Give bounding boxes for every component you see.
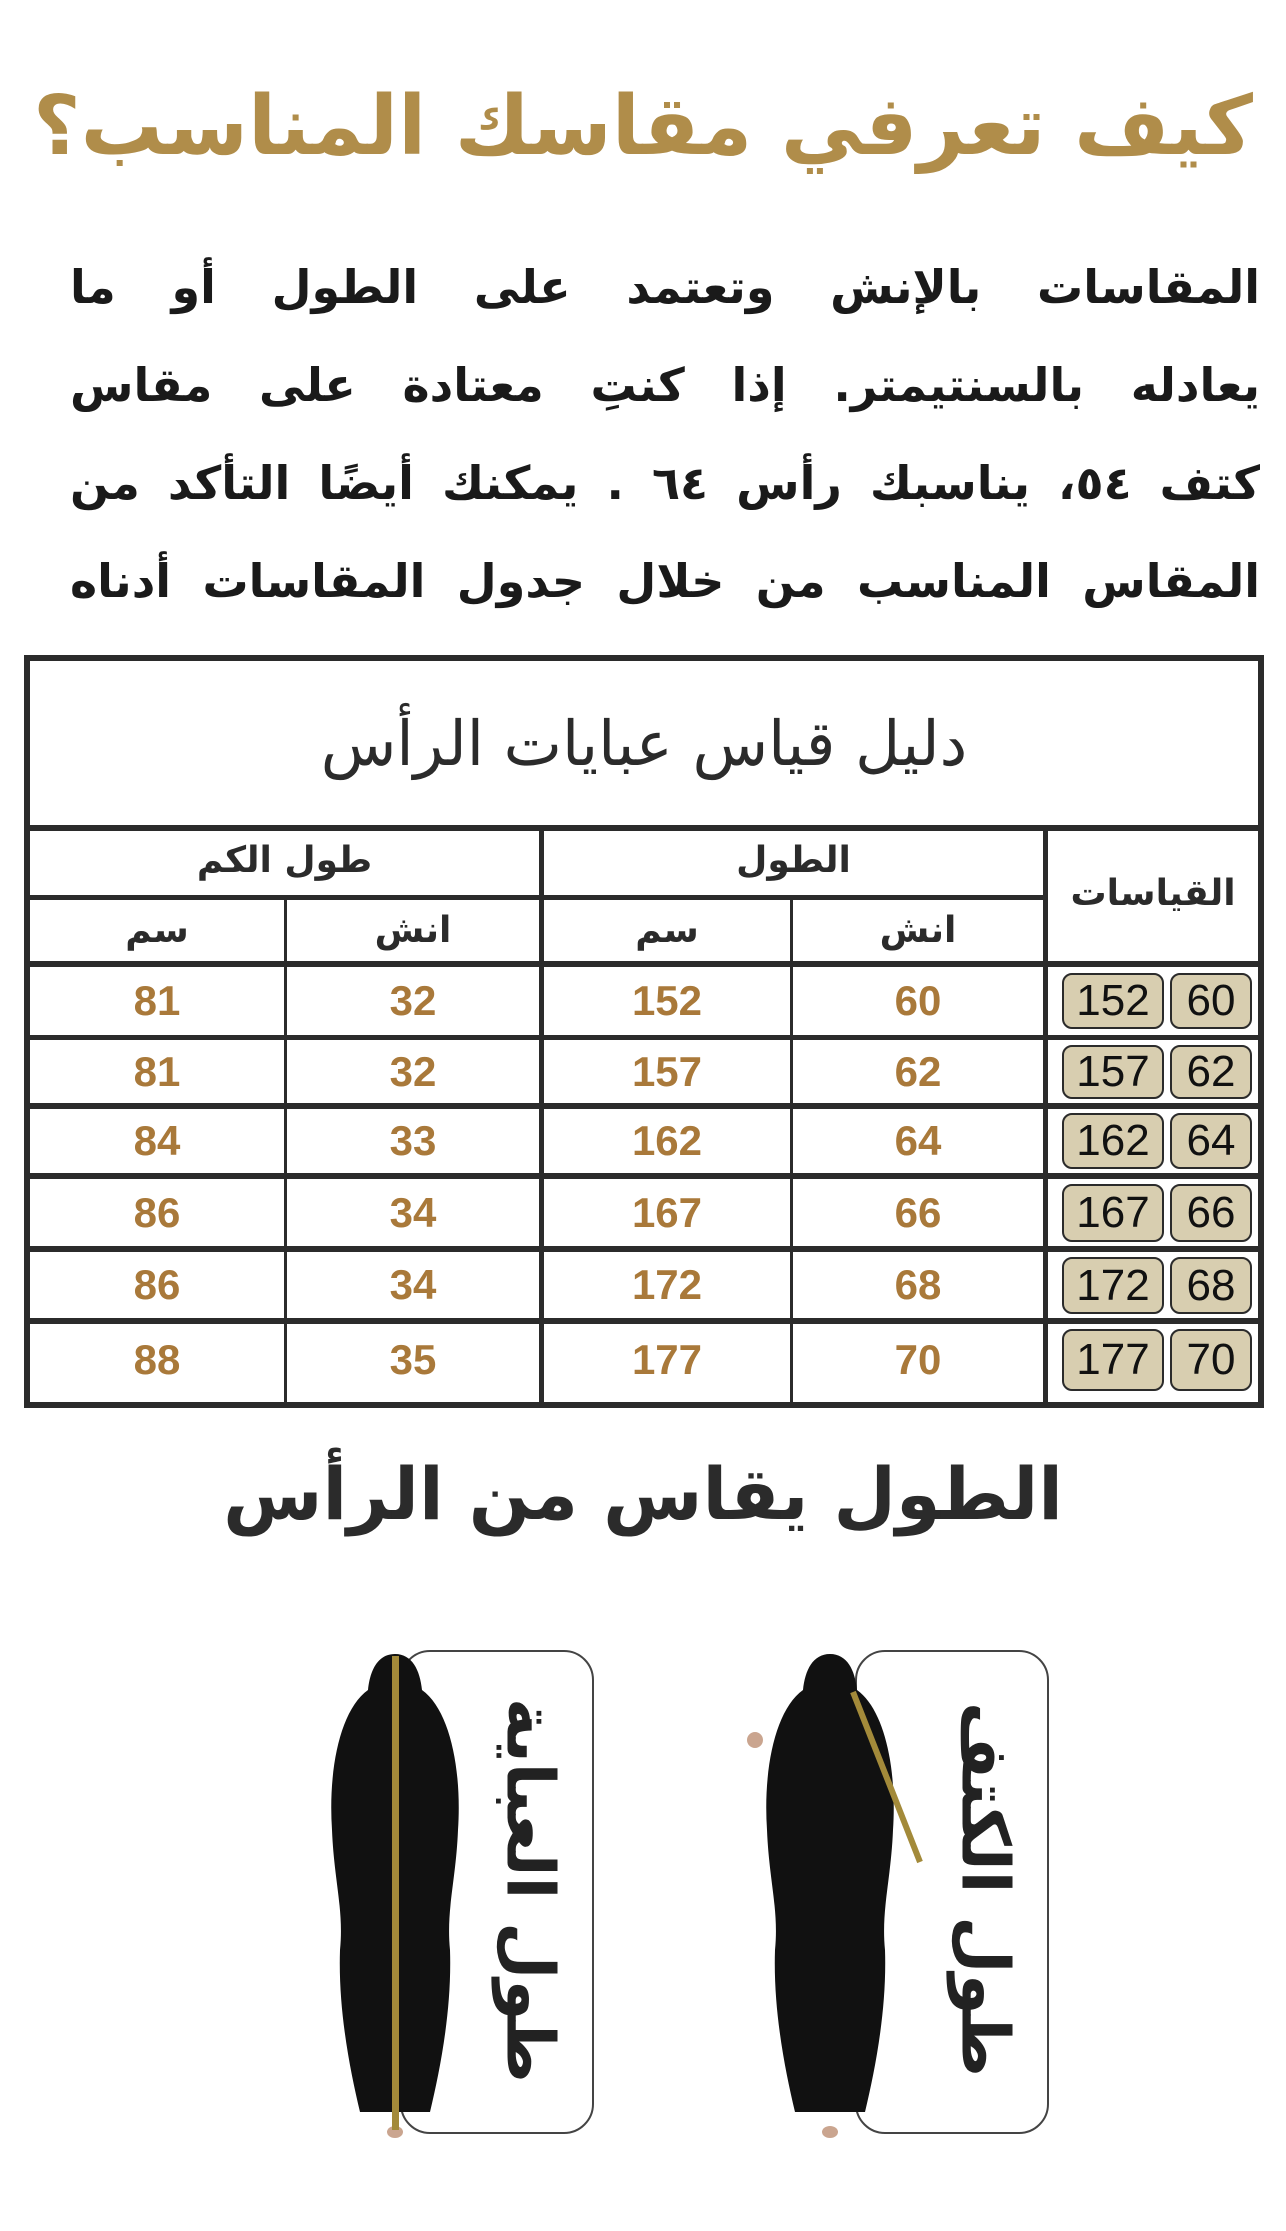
header-sleeve-cm: سم	[125, 910, 189, 951]
size-inch-cell: 68	[1170, 1257, 1252, 1314]
size-inch-cell: 66	[1170, 1184, 1252, 1242]
length-inch-cell: 62	[894, 1047, 942, 1095]
length-inch-cell: 68	[894, 1261, 942, 1308]
table-caption: دليل قياس عبايات الرأس	[30, 661, 1258, 831]
length-cm-cell: 167	[631, 1188, 703, 1236]
sleeve-cm-cell: 86	[133, 1188, 181, 1236]
size-chart-table	[24, 655, 1264, 1408]
shoulder-length-label: طول الكتف	[946, 1702, 1024, 2078]
header-sleeve-inch: انش	[374, 910, 452, 951]
length-cm-cell: 172	[631, 1261, 703, 1308]
size-inch-cell: 60	[1170, 973, 1252, 1029]
header-length-cm: سم	[635, 910, 699, 951]
abaya-length-figure	[310, 1650, 600, 2140]
model-silhouette-shoulder	[735, 1650, 925, 2140]
intro-line: يعادله بالسنتيمتر. إذا كنتِ معتادة على مقاس	[70, 358, 1260, 412]
sleeve-cm-cell: 84	[133, 1117, 181, 1164]
length-cm-cell: 177	[631, 1336, 703, 1383]
length-cm-cell: 157	[631, 1047, 703, 1095]
header-sleeve-length: طول الكم	[196, 839, 373, 881]
size-inch-cell: 62	[1170, 1045, 1252, 1099]
length-cm-cell: 162	[631, 1117, 703, 1164]
shoulder-length-figure	[735, 1650, 1055, 2140]
size-cm-cell: 152	[1062, 973, 1164, 1029]
sleeve-inch-cell: 34	[389, 1261, 437, 1308]
sleeve-inch-cell: 32	[389, 1047, 437, 1095]
header-length-inch: انش	[879, 910, 957, 951]
sleeve-cm-cell: 81	[133, 977, 181, 1024]
intro-line: المقاس المناسب من خلال جدول المقاسات أدناه	[70, 554, 1260, 608]
page-title: كيف تعرفي مقاسك المناسب؟	[33, 79, 1253, 174]
size-cm-cell: 157	[1062, 1045, 1164, 1099]
header-sizes: القياسات	[1070, 872, 1236, 914]
model-silhouette-abaya	[320, 1650, 470, 2140]
intro-text	[70, 238, 1260, 630]
sleeve-cm-cell: 81	[133, 1047, 181, 1095]
size-cm-cell: 177	[1062, 1329, 1164, 1391]
sleeve-inch-cell: 34	[389, 1188, 437, 1236]
length-inch-cell: 70	[894, 1336, 942, 1383]
sleeve-inch-cell: 33	[389, 1117, 437, 1164]
size-cm-cell: 162	[1062, 1113, 1164, 1169]
sleeve-cm-cell: 86	[133, 1261, 181, 1308]
sleeve-inch-cell: 32	[389, 977, 437, 1024]
length-inch-cell: 64	[894, 1117, 942, 1164]
header-length: الطول	[736, 839, 851, 881]
sleeve-cm-cell: 88	[133, 1336, 181, 1383]
length-inch-cell: 66	[894, 1188, 942, 1236]
intro-line: كتف ٥٤، يناسبك رأس ٦٤ . يمكنك أيضًا التأكد من	[70, 456, 1260, 510]
sleeve-inch-cell: 35	[389, 1336, 437, 1383]
intro-line: المقاسات بالإنش وتعتمد على الطول أو ما	[70, 260, 1260, 314]
size-cm-cell: 167	[1062, 1184, 1164, 1242]
size-cm-cell: 172	[1062, 1257, 1164, 1314]
measurement-caption: الطول يقاس من الرأس	[223, 1452, 1063, 1536]
length-cm-cell: 152	[631, 977, 703, 1024]
length-inch-cell: 60	[894, 977, 942, 1024]
size-inch-cell: 70	[1170, 1329, 1252, 1391]
abaya-length-label: طول العباية	[491, 1697, 569, 2083]
size-inch-cell: 64	[1170, 1113, 1252, 1169]
